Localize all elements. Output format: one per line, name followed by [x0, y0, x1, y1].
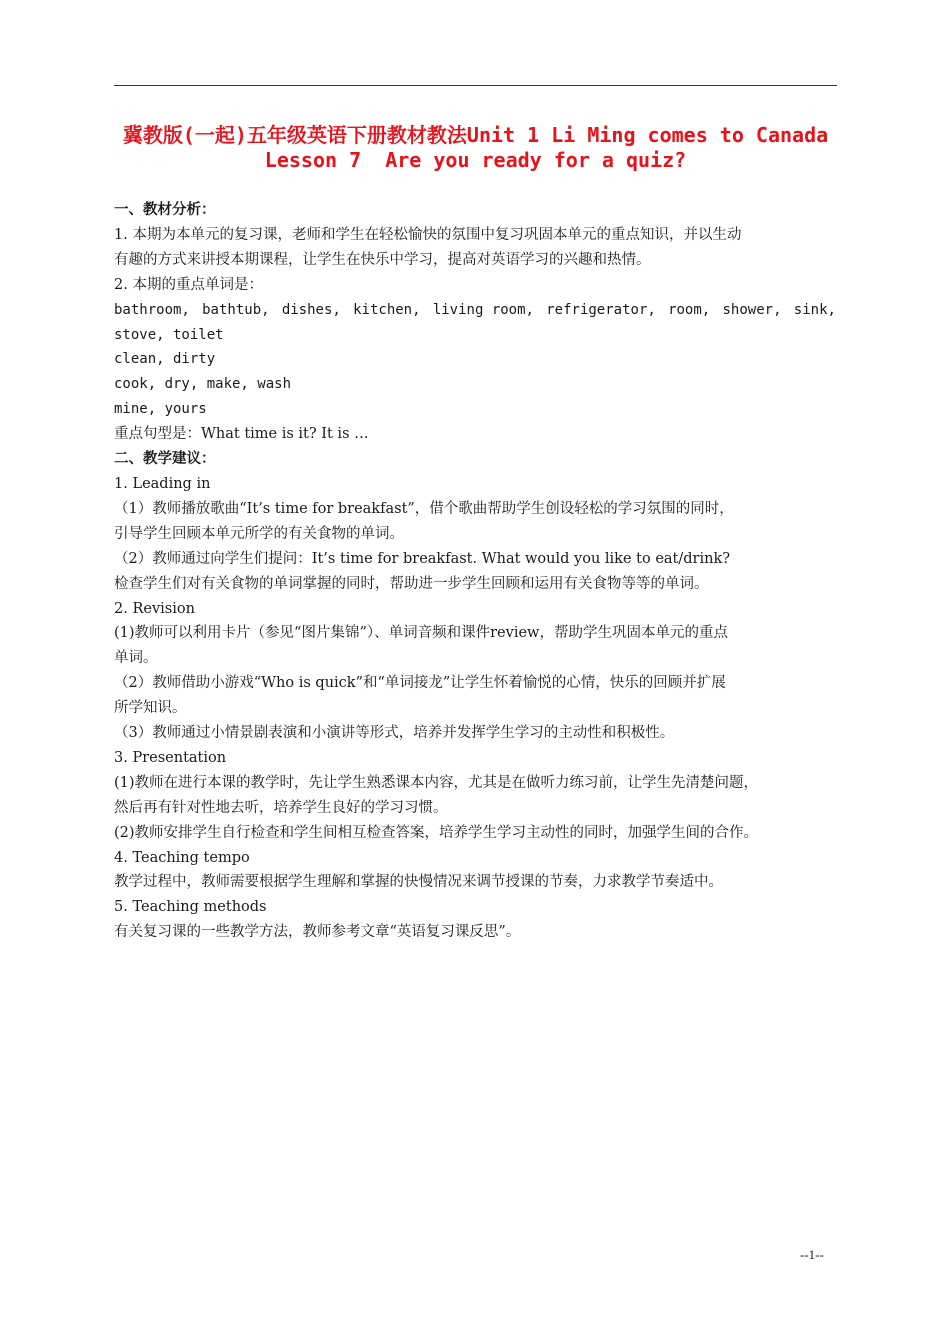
- title-line-2: Lesson 7 Are you ready for a quiz?: [264, 148, 687, 172]
- subsection-1-title: 1. Leading in: [114, 475, 211, 492]
- vocab-word: refrigerator,: [546, 301, 656, 318]
- vocab-word: bathtub,: [202, 301, 270, 318]
- subsection-2-item-a-line-2: 单词。: [114, 650, 158, 667]
- subsection-2-item-c: （3）教师通过小情景剧表演和小演讲等形式，培养并发挥学生学习的主动性和积极性。: [114, 725, 675, 742]
- subsection-5-title: 5. Teaching methods: [114, 899, 267, 916]
- subsection-3-item-b: (2)教师安排学生自行检查和学生间相互检查答案，培养学生学习主动性的同时，加强学生间的合作。: [114, 824, 759, 841]
- vocab-line-4: cook, dry, make, wash: [114, 376, 292, 393]
- vocab-word: kitchen,: [353, 301, 421, 318]
- subsection-1-item-b-line-2: 检查学生们对有关食物的单词掌握的同时，帮助进一步学生回顾和运用有关食物等等的单词。: [114, 575, 709, 592]
- subsection-3-title: 3. Presentation: [114, 749, 227, 766]
- key-sentence: 重点句型是：What time is it? It is …: [114, 426, 369, 443]
- vocab-line-3: clean, dirty: [114, 351, 216, 368]
- subsection-4-text: 教学过程中，教师需要根据学生理解和掌握的快慢情况来调节授课的节奏，力求教学节奏适中。: [114, 874, 723, 891]
- subsection-5-text: 有关复习课的一些教学方法，教师参考文章“英语复习课反思”。: [114, 924, 521, 941]
- header-rule: [114, 85, 837, 86]
- subsection-1-item-a-line-2: 引导学生回顾本单元所学的有关食物的单词。: [114, 525, 404, 542]
- subsection-2-item-a-line-1: (1)教师可以利用卡片（参见“图片集锦”）、单词音频和课件review，帮助学生巩固本单元的重点: [114, 625, 728, 642]
- paragraph-1-line-2: 有趣的方式来讲授本期课程，让学生在快乐中学习，提高对英语学习的兴趣和热情。: [114, 251, 651, 268]
- subsection-1-item-b-line-1: （2）教师通过向学生们提问：It’s time for breakfast. What would you like to eat/drink?: [114, 550, 731, 567]
- vocab-word: dishes,: [281, 301, 341, 318]
- title-line-1: 冀教版(一起)五年级英语下册教材教法Unit 1 Li Ming comes to Canada: [122, 123, 829, 147]
- vocab-word: room,: [668, 301, 711, 318]
- subsection-3-item-a-line-1: (1)教师在进行本课的教学时，先让学生熟悉课本内容，尤其是在做听力练习前，让学生先清楚问题，: [114, 774, 759, 791]
- subsection-3-item-a-line-2: 然后再有针对性地去听，培养学生良好的学习习惯。: [114, 799, 448, 816]
- vocab-word: sink,: [793, 301, 836, 318]
- paragraph-2: 2. 本期的重点单词是：: [114, 276, 263, 293]
- vocab-word: bathroom,: [114, 301, 190, 318]
- document-title: [114, 123, 837, 173]
- vocab-word: living room,: [432, 301, 534, 318]
- section-2-heading: 二、教学建议：: [114, 450, 216, 468]
- section-1-heading: 一、教材分析：: [114, 201, 216, 218]
- subsection-2-item-b-line-2: 所学知识。: [114, 700, 187, 717]
- subsection-2-title: 2. Revision: [114, 600, 195, 617]
- vocab-line-5: mine, yours: [114, 401, 207, 418]
- vocab-line-1: [114, 298, 836, 323]
- paragraph-1-line-1: 1. 本期为本单元的复习课，老师和学生在轻松愉快的氛围中复习巩固本单元的重点知识，并以生动: [114, 226, 742, 243]
- subsection-1-item-a-line-1: （1）教师播放歌曲“It’s time for breakfast”，借个歌曲帮助学生创设轻松的学习氛围的同时，: [114, 500, 734, 517]
- page-number: --1--: [800, 1247, 824, 1262]
- vocab-word: shower,: [722, 301, 782, 318]
- subsection-2-item-b-line-1: （2）教师借助小游戏“Who is quick”和“单词接龙”让学生怀着愉悦的心情，快乐的回顾并扩展: [114, 675, 726, 692]
- vocab-line-2: stove, toilet: [114, 326, 224, 343]
- document-body: [114, 198, 850, 945]
- subsection-4-title: 4. Teaching tempo: [114, 849, 250, 866]
